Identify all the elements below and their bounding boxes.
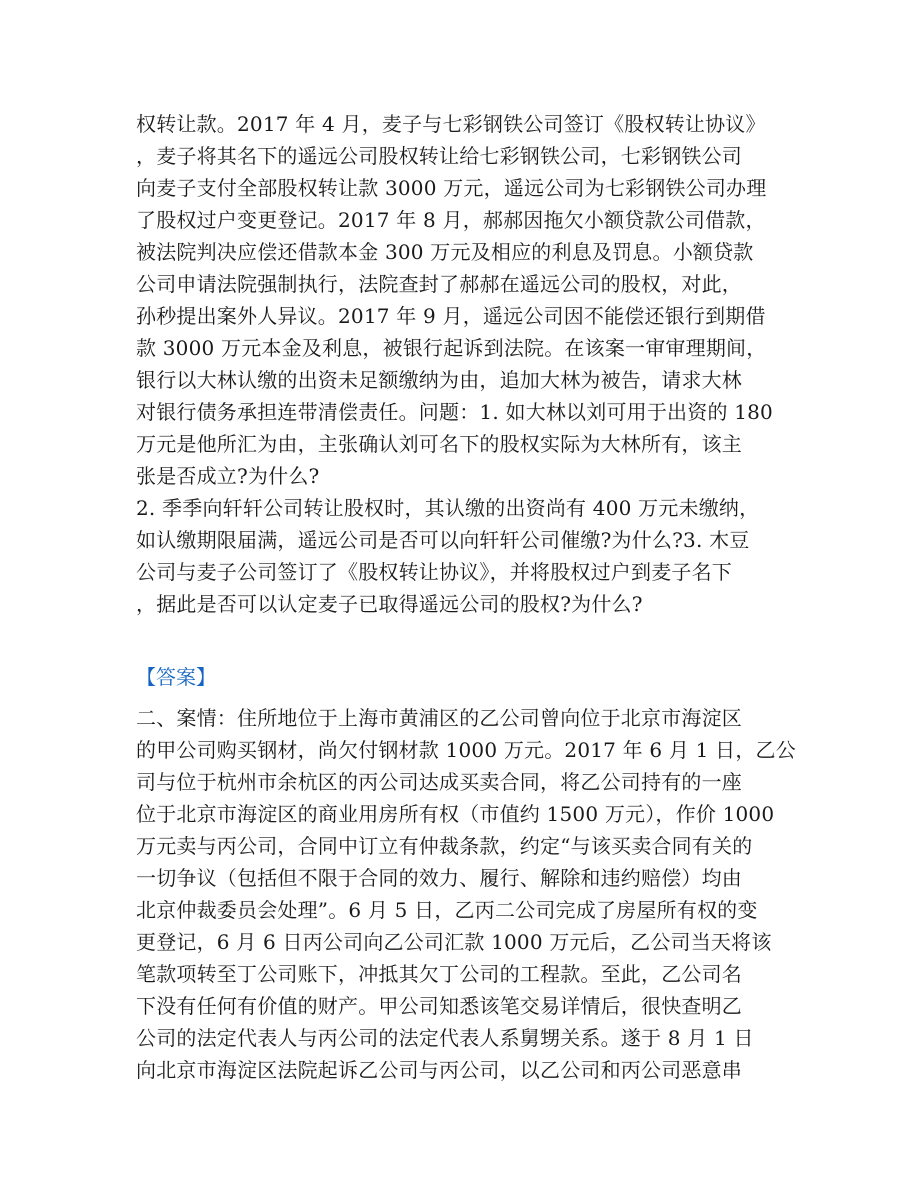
text-line: 司与位于杭州市余杭区的丙公司达成买卖合同，将乙公司持有的一座 [136, 770, 742, 794]
question-paragraph-1 [136, 108, 786, 492]
text-line: 二、案情：住所地位于上海市黄浦区的乙公司曾向位于北京市海淀区 [136, 706, 742, 730]
text-line: 向麦子支付全部股权转让款 3000 万元，遥远公司为七彩钢铁公司办理 [136, 176, 767, 200]
text-line: 权转让款。2017 年 4 月，麦子与七彩钢铁公司签订《股权转让协议》 [136, 112, 766, 136]
text-line: 一切争议（包括但不限于合同的效力、履行、解除和违约赔偿）均由 [136, 866, 742, 890]
text-line: ，据此是否可以认定麦子已取得遥远公司的股权?为什么? [136, 592, 643, 616]
text-line: 向北京市海淀区法院起诉乙公司与丙公司，以乙公司和丙公司恶意串 [136, 1058, 742, 1082]
text-line: 笔款项转至丁公司账下，冲抵其欠丁公司的工程款。至此，乙公司名 [136, 962, 742, 986]
text-line: 对银行债务承担连带清偿责任。问题：1. 如大林以刘可用于出资的 180 [136, 400, 773, 424]
text-line: 万元卖与丙公司，合同中订立有仲裁条款，约定“与该买卖合同有关的 [136, 834, 753, 858]
answer-paragraph [136, 702, 796, 1086]
text-line: 公司与麦子公司签订了《股权转让协议》，并将股权过户到麦子名下 [136, 560, 732, 584]
text-line: 了股权过户变更登记。2017 年 8 月，郝郝因拖欠小额贷款公司借款， [136, 208, 766, 232]
text-line: 更登记，6 月 6 日丙公司向乙公司汇款 1000 万元后，乙公司当天将该 [136, 930, 772, 954]
text-line: 被法院判决应偿还借款本金 300 万元及相应的利息及罚息。小额贷款 [136, 240, 754, 264]
text-line: ，麦子将其名下的遥远公司股权转让给七彩钢铁公司，七彩钢铁公司 [136, 144, 742, 168]
text-line: 万元是他所汇为由，主张确认刘可名下的股权实际为大林所有，该主 [136, 432, 742, 456]
text-line: 银行以大林认缴的出资未足额缴纳为由，追加大林为被告，请求大林 [136, 368, 742, 392]
text-line: 如认缴期限届满，遥远公司是否可以向轩轩公司催缴?为什么?3. 木豆 [136, 528, 750, 552]
text-line: 孙秒提出案外人异议。2017 年 9 月，遥远公司因不能偿还银行到期借 [136, 304, 766, 328]
text-line: 位于北京市海淀区的商业用房所有权（市值约 1500 万元），作价 1000 [136, 802, 775, 826]
answer-heading: 【答案】 [136, 665, 216, 689]
text-line: 的甲公司购买钢材，尚欠付钢材款 1000 万元。2017 年 6 月 1 日，乙公 [136, 738, 796, 762]
text-line: 款 3000 万元本金及利息，被银行起诉到法院。在该案一审审理期间， [136, 336, 767, 360]
question-paragraph-2 [136, 492, 786, 620]
text-line: 公司的法定代表人与丙公司的法定代表人系舅甥关系。遂于 8 月 1 日 [136, 1026, 754, 1050]
text-line: 下没有任何有价值的财产。甲公司知悉该笔交易详情后，很快查明乙 [136, 994, 742, 1018]
text-line: 2. 季季向轩轩公司转让股权时，其认缴的出资尚有 400 万元未缴纳， [136, 496, 760, 520]
text-line: 张是否成立?为什么? [136, 464, 320, 488]
text-line: 北京仲裁委员会处理”。6 月 5 日，乙丙二公司完成了房屋所有权的变 [136, 898, 758, 922]
text-line: 公司申请法院强制执行，法院查封了郝郝在遥远公司的股权，对此， [136, 272, 742, 296]
